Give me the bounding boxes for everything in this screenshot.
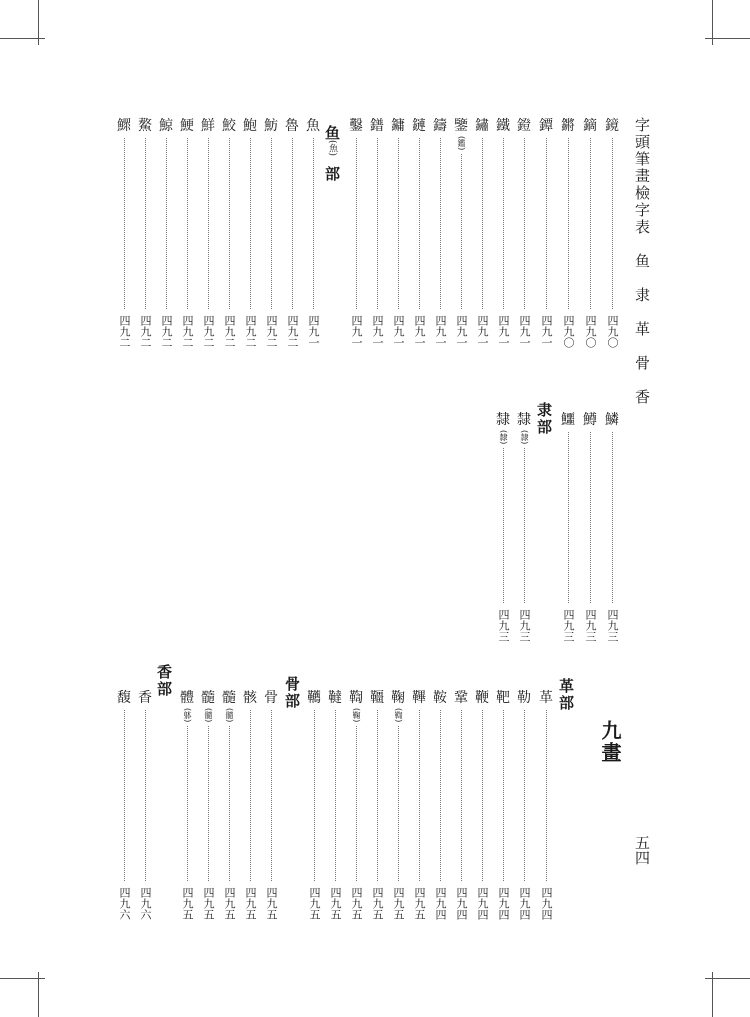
entry-character: 鐵	[496, 118, 510, 134]
leader-dots	[524, 138, 525, 309]
entry-variant: (鑑)	[457, 136, 466, 151]
entry-character: 隸	[496, 412, 510, 428]
index-entry[interactable]	[474, 690, 490, 920]
radical-bu: 部	[155, 681, 173, 696]
entry-page: 四九二	[265, 315, 278, 348]
leader-dots	[461, 154, 462, 309]
index-entry[interactable]	[327, 690, 343, 920]
entry-page: 四九四	[540, 887, 553, 920]
entry-page: 四九五	[350, 887, 363, 920]
leader-dots	[187, 726, 188, 881]
entry-character: 鮮	[201, 118, 215, 134]
entry-character: 鞠	[391, 690, 405, 706]
index-entry[interactable]	[390, 118, 406, 348]
index-entry[interactable]	[221, 690, 237, 920]
radical-bu: 部	[323, 166, 341, 182]
index-entry[interactable]	[348, 118, 364, 348]
entry-page: 四九〇	[562, 315, 575, 348]
entry-page: 四九一	[350, 315, 363, 348]
entry-page: 四九二	[223, 315, 236, 348]
entry-character: 鮑	[243, 118, 257, 134]
entry-variant: (鞠)	[352, 708, 361, 723]
leader-dots	[208, 726, 209, 881]
index-entry[interactable]	[432, 690, 448, 920]
index-entry[interactable]	[474, 118, 490, 348]
crop-mark	[712, 0, 713, 45]
leader-dots	[419, 138, 420, 309]
entry-character: 韃	[328, 690, 342, 706]
radical-variant: (魚)	[327, 140, 337, 157]
entry-character: 鐔	[539, 118, 553, 134]
entry-page: 四九五	[181, 887, 194, 920]
leader-dots	[377, 138, 378, 309]
leader-dots	[208, 138, 209, 309]
leader-dots	[419, 710, 420, 881]
leader-dots	[271, 138, 272, 309]
entry-character: 體	[180, 690, 194, 706]
leader-dots	[356, 138, 357, 309]
entry-character: 鏘	[561, 118, 575, 134]
leader-dots	[503, 448, 504, 603]
leader-dots	[612, 432, 613, 603]
index-entry[interactable]	[284, 118, 300, 348]
index-entry[interactable]	[495, 690, 511, 920]
index-entry[interactable]	[263, 690, 279, 920]
page-header: 字頭筆畫檢字表 鱼 隶 革 骨 香	[633, 117, 651, 406]
entry-character: 隸	[517, 412, 531, 428]
entry-character: 鱷	[561, 412, 575, 428]
leader-dots	[482, 138, 483, 309]
leader-dots	[166, 138, 167, 309]
index-entry[interactable]	[411, 118, 427, 348]
leader-dots	[461, 710, 462, 881]
leader-dots	[356, 726, 357, 881]
entry-page: 四九四	[497, 887, 510, 920]
index-entry[interactable]	[306, 690, 322, 920]
leader-dots	[546, 138, 547, 309]
entry-character: 魯	[285, 118, 299, 134]
entry-character: 鱒	[583, 412, 597, 428]
index-entry[interactable]	[516, 412, 532, 642]
leader-dots	[292, 138, 293, 309]
index-entry[interactable]	[137, 690, 153, 920]
index-entry[interactable]	[432, 118, 448, 348]
entry-character: 鞭	[475, 690, 489, 706]
entry-page: 四九一	[307, 315, 320, 348]
radical-heading-fish	[324, 125, 339, 181]
crop-mark	[38, 972, 39, 1017]
crop-mark	[712, 972, 713, 1017]
radical-bu: 部	[535, 419, 553, 434]
index-entry[interactable]	[369, 118, 385, 348]
entry-character: 魴	[264, 118, 278, 134]
entry-page: 四九三	[518, 609, 531, 642]
radical-heading-gu	[284, 676, 299, 708]
index-entry[interactable]	[582, 412, 598, 642]
index-entry[interactable]	[516, 690, 532, 920]
entry-character: 鞸	[412, 690, 426, 706]
page-number: 五四	[633, 835, 651, 865]
entry-page: 四九一	[434, 315, 447, 348]
entry-page: 四九五	[223, 887, 236, 920]
index-entry[interactable]	[116, 690, 132, 920]
entry-page: 四九五	[413, 887, 426, 920]
leader-dots	[145, 138, 146, 309]
entry-variant: (隷)	[520, 430, 529, 445]
entry-page: 四九五	[308, 887, 321, 920]
index-entry[interactable]	[560, 412, 576, 642]
entry-variant: (髓)	[204, 708, 213, 723]
index-entry[interactable]	[348, 690, 364, 920]
index-entry[interactable]	[453, 118, 469, 348]
entry-page: 四九二	[181, 315, 194, 348]
index-entry[interactable]	[453, 690, 469, 920]
entry-page: 四九三	[497, 609, 510, 642]
radical-char: 香	[155, 664, 173, 679]
crop-mark	[38, 0, 39, 45]
index-entry[interactable]	[538, 118, 554, 348]
entry-character: 鏞	[391, 118, 405, 134]
leader-dots	[440, 710, 441, 881]
index-entry[interactable]	[495, 118, 511, 348]
entry-character: 革	[539, 690, 553, 706]
radical-char: 骨	[283, 676, 301, 691]
entry-variant: (隸)	[499, 430, 508, 445]
entry-character: 鐠	[370, 118, 384, 134]
index-entry[interactable]	[495, 412, 511, 642]
entry-character: 髓	[201, 690, 215, 706]
entry-page: 四九六	[118, 887, 131, 920]
entry-character: 鰲	[138, 118, 152, 134]
entry-page: 四九二	[160, 315, 173, 348]
entry-character: 鰥	[117, 118, 131, 134]
entry-character: 勒	[517, 690, 531, 706]
entry-character: 髓	[222, 690, 236, 706]
leader-dots	[503, 138, 504, 309]
leader-dots	[250, 710, 251, 881]
leader-dots	[440, 138, 441, 309]
index-entry[interactable]	[538, 690, 554, 920]
entry-variant: (鞫)	[394, 708, 403, 723]
leader-dots	[524, 448, 525, 603]
entry-character: 鞫	[349, 690, 363, 706]
leader-dots	[229, 138, 230, 309]
radical-char: 隶	[535, 402, 553, 417]
leader-dots	[568, 432, 569, 603]
entry-page: 四九一	[497, 315, 510, 348]
entry-character: 鱗	[605, 412, 619, 428]
stroke-count-title: 九畫	[598, 720, 622, 764]
index-entry[interactable]	[604, 412, 620, 642]
index-entry[interactable]	[604, 118, 620, 348]
entry-page: 四九二	[202, 315, 215, 348]
index-entry[interactable]	[200, 690, 216, 920]
index-entry[interactable]	[560, 118, 576, 348]
entry-page: 四九一	[413, 315, 426, 348]
radical-heading-li	[536, 402, 551, 434]
entry-page: 四九一	[455, 315, 468, 348]
entry-page: 四九三	[584, 609, 597, 642]
entry-character: 香	[138, 690, 152, 706]
entry-page: 四九五	[371, 887, 384, 920]
radical-heading-ge	[558, 678, 573, 710]
entry-character: 韉	[307, 690, 321, 706]
radical-bu: 部	[283, 693, 301, 708]
leader-dots	[145, 710, 146, 881]
entry-character: 鏈	[412, 118, 426, 134]
entry-character: 魚	[306, 118, 320, 134]
entry-page: 四九四	[476, 887, 489, 920]
entry-variant: (髓)	[225, 708, 234, 723]
entry-character: 鞍	[433, 690, 447, 706]
entry-character: 韁	[370, 690, 384, 706]
entry-page: 四九二	[244, 315, 257, 348]
index-entry[interactable]	[179, 118, 195, 348]
entry-character: 骸	[243, 690, 257, 706]
entry-page: 四九四	[455, 887, 468, 920]
entry-page: 四九四	[434, 887, 447, 920]
leader-dots	[524, 710, 525, 881]
leader-dots	[124, 710, 125, 881]
entry-character: 鮫	[222, 118, 236, 134]
entry-character: 鯨	[159, 118, 173, 134]
index-entry[interactable]	[390, 690, 406, 920]
index-entry[interactable]	[369, 690, 385, 920]
entry-page: 四九三	[606, 609, 619, 642]
index-entry[interactable]	[242, 690, 258, 920]
radical-bu: 部	[557, 695, 575, 710]
leader-dots	[271, 710, 272, 881]
leader-dots	[590, 432, 591, 603]
index-entry[interactable]	[158, 118, 174, 348]
leader-dots	[590, 138, 591, 309]
entry-page: 四九四	[518, 887, 531, 920]
entry-page: 四九一	[518, 315, 531, 348]
index-entry[interactable]	[582, 118, 598, 348]
entry-page: 四九二	[139, 315, 152, 348]
leader-dots	[612, 138, 613, 309]
index-entry[interactable]	[411, 690, 427, 920]
leader-dots	[313, 138, 314, 309]
entry-page: 四九一	[476, 315, 489, 348]
index-entry[interactable]	[263, 118, 279, 348]
entry-character: 鏑	[583, 118, 597, 134]
entry-character: 鑄	[433, 118, 447, 134]
entry-page: 四九五	[392, 887, 405, 920]
leader-dots	[229, 726, 230, 881]
entry-page: 四九六	[139, 887, 152, 920]
entry-page: 四九五	[244, 887, 257, 920]
entry-character: 骨	[264, 690, 278, 706]
entry-page: 四九二	[118, 315, 131, 348]
leader-dots	[482, 710, 483, 881]
entry-page: 四九一	[371, 315, 384, 348]
leader-dots	[503, 710, 504, 881]
leader-dots	[250, 138, 251, 309]
entry-character: 鑒	[454, 118, 468, 134]
leader-dots	[335, 710, 336, 881]
entry-page: 四九〇	[606, 315, 619, 348]
entry-character: 鑿	[349, 118, 363, 134]
leader-dots	[398, 726, 399, 881]
leader-dots	[568, 138, 569, 309]
entry-page: 四九一	[540, 315, 553, 348]
entry-variant: (躰)	[183, 708, 192, 723]
leader-dots	[398, 138, 399, 309]
leader-dots	[546, 710, 547, 881]
entry-character: 鐙	[517, 118, 531, 134]
radical-char: 鱼	[323, 125, 341, 140]
entry-character: 鏡	[605, 118, 619, 134]
entry-page: 四九五	[329, 887, 342, 920]
index-entry[interactable]	[305, 118, 321, 348]
entry-character: 鏽	[475, 118, 489, 134]
entry-character: 馥	[117, 690, 131, 706]
entry-page: 四九〇	[584, 315, 597, 348]
entry-character: 靶	[496, 690, 510, 706]
index-entry[interactable]	[179, 690, 195, 920]
leader-dots	[187, 138, 188, 309]
index-entry[interactable]	[221, 118, 237, 348]
index-entry[interactable]	[242, 118, 258, 348]
leader-dots	[314, 710, 315, 881]
radical-char: 革	[557, 678, 575, 693]
entry-character: 鯁	[180, 118, 194, 134]
entry-page: 四九三	[562, 609, 575, 642]
leader-dots	[377, 710, 378, 881]
entry-page: 四九五	[265, 887, 278, 920]
entry-character: 鞏	[454, 690, 468, 706]
leader-dots	[124, 138, 125, 309]
radical-heading-xiang	[156, 664, 171, 696]
entry-page: 四九二	[286, 315, 299, 348]
entry-page: 四九五	[202, 887, 215, 920]
index-entry[interactable]	[516, 118, 532, 348]
entry-page: 四九一	[392, 315, 405, 348]
index-entry[interactable]	[116, 118, 132, 348]
index-entry[interactable]	[137, 118, 153, 348]
index-entry[interactable]	[200, 118, 216, 348]
